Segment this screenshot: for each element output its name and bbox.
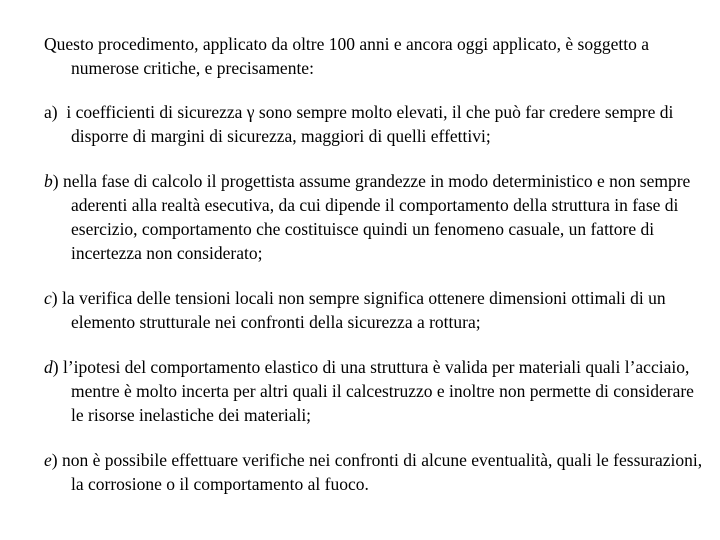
- item-marker-close: ): [51, 288, 58, 308]
- list-item-a: [44, 100, 704, 148]
- list-item-b: [44, 169, 704, 265]
- intro-paragraph: Questo procedimento, applicato da oltre 100 anni e ancora oggi applicato, è soggetto a numerose critiche, e precisamente:: [44, 34, 650, 78]
- item-marker-close: ): [51, 450, 58, 470]
- item-marker-close: ): [52, 171, 59, 191]
- document-page: [44, 32, 704, 517]
- item-text: non è possibile effettuare verifiche nei confronti di alcune eventualità, quali le fessurazioni, la corrosione o il comportamento al fuoco.: [61, 450, 703, 494]
- list-item-e: [44, 448, 704, 496]
- item-text: l’ipotesi del comportamento elastico di una struttura è valida per materiali quali l’acciaio, mentre è molto incerta per altri quali il calcestruzzo e inoltre non permette di considerare le risorse inelastiche dei materiali;: [62, 357, 694, 425]
- item-marker: d: [44, 357, 53, 377]
- item-marker: a): [44, 102, 58, 122]
- item-marker: b: [44, 171, 53, 191]
- item-marker: e: [44, 450, 52, 470]
- item-text: la verifica delle tensioni locali non sempre significa ottenere dimensioni ottimali di un elemento strutturale nei confronti della sicurezza a rottura;: [61, 288, 666, 332]
- list-item-d: [44, 355, 704, 427]
- item-text: nella fase di calcolo il progettista assume grandezze in modo deterministico e non sempre aderenti alla realtà esecutiva, da cui dipende il comportamento della struttura in fase di esercizio, comportamento che costituisce quindi un fenomeno casuale, un fattore di incertezza non considerato;: [62, 171, 691, 263]
- list-item-c: [44, 286, 704, 334]
- item-marker: c: [44, 288, 52, 308]
- item-marker-close: ): [52, 357, 59, 377]
- item-text: i coefficienti di sicurezza γ sono sempre molto elevati, il che può far credere sempre di disporre di margini di sicurezza, maggiori di quelli effettivi;: [66, 102, 674, 146]
